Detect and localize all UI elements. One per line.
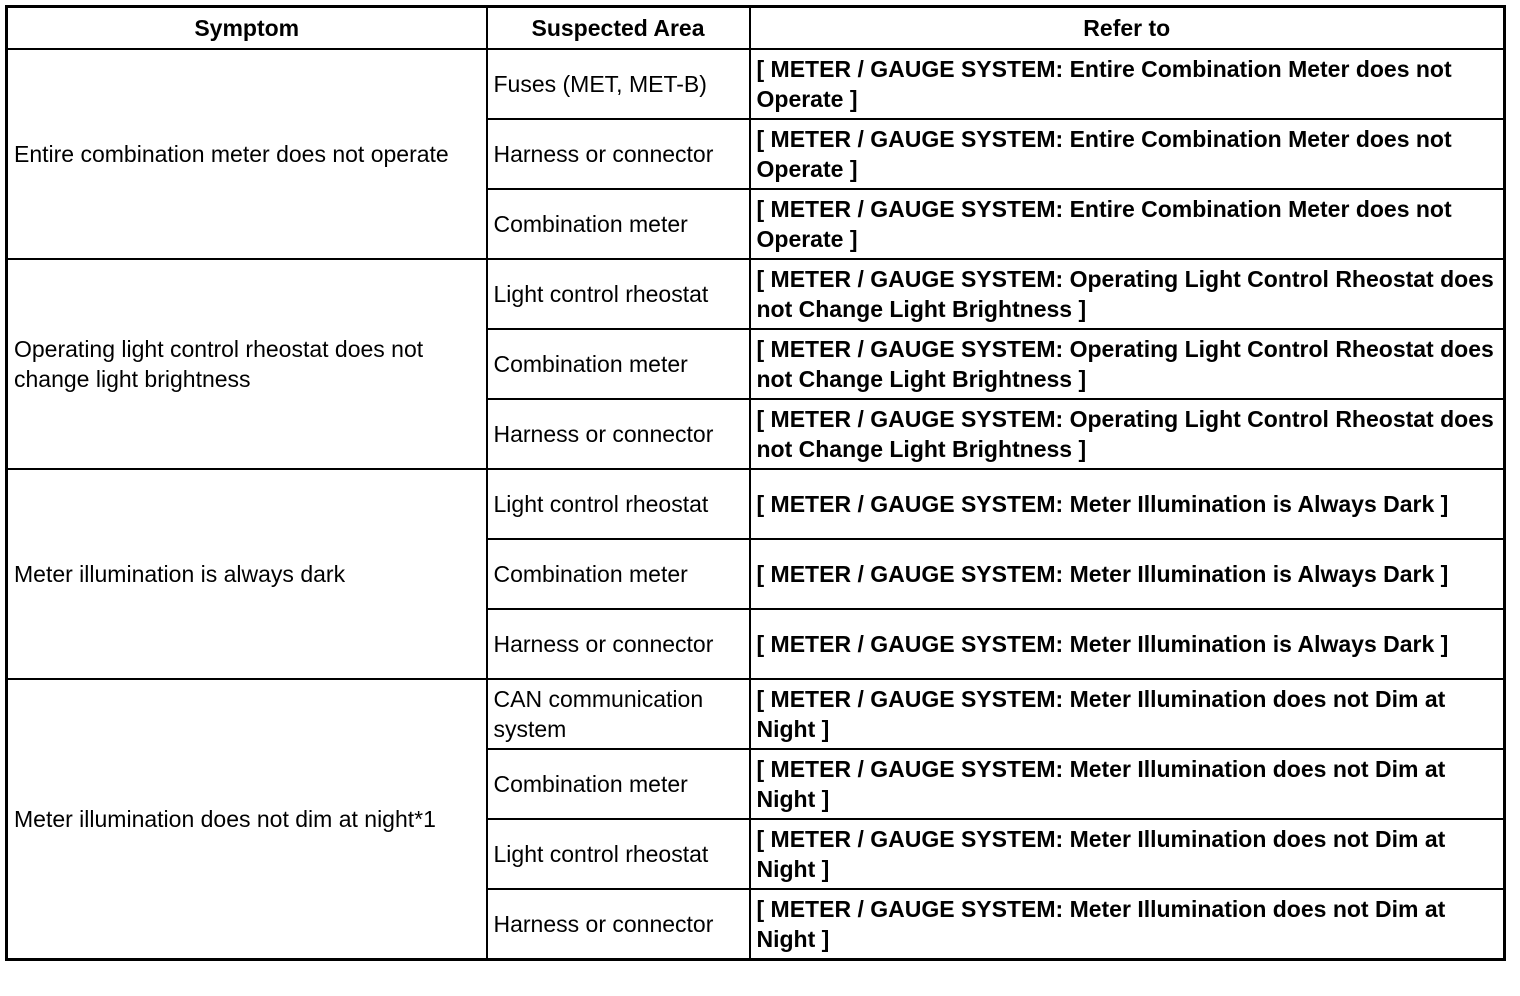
table-row [7,259,1505,329]
refer-to-link[interactable]: [ METER / GAUGE SYSTEM: Operating Light Control Rheostat does not Change Light Brightness ] [750,399,1505,469]
suspected-area-cell: Harness or connector [487,609,750,679]
table-row [7,469,1505,539]
suspected-area-cell: Harness or connector [487,399,750,469]
header-refer-to: Refer to [750,7,1505,50]
suspected-area-cell: Light control rheostat [487,819,750,889]
suspected-area-cell: CAN communication system [487,679,750,749]
suspected-area-cell: Combination meter [487,539,750,609]
symptom-cell: Operating light control rheostat does not change light brightness [7,259,487,469]
refer-to-link[interactable]: [ METER / GAUGE SYSTEM: Entire Combination Meter does not Operate ] [750,189,1505,259]
header-suspected-area: Suspected Area [487,7,750,50]
refer-to-link[interactable]: [ METER / GAUGE SYSTEM: Meter Illumination does not Dim at Night ] [750,889,1505,960]
refer-to-link[interactable]: [ METER / GAUGE SYSTEM: Entire Combination Meter does not Operate ] [750,119,1505,189]
symptom-cell: Meter illumination is always dark [7,469,487,679]
refer-to-link[interactable]: [ METER / GAUGE SYSTEM: Meter Illumination is Always Dark ] [750,469,1505,539]
symptom-diagnosis-table [5,5,1506,961]
suspected-area-cell: Light control rheostat [487,259,750,329]
refer-to-link[interactable]: [ METER / GAUGE SYSTEM: Meter Illumination does not Dim at Night ] [750,819,1505,889]
refer-to-link[interactable]: [ METER / GAUGE SYSTEM: Meter Illumination does not Dim at Night ] [750,749,1505,819]
symptom-cell: Entire combination meter does not operate [7,49,487,259]
refer-to-link[interactable]: [ METER / GAUGE SYSTEM: Meter Illumination does not Dim at Night ] [750,679,1505,749]
suspected-area-cell: Combination meter [487,189,750,259]
table-header-row [7,7,1505,50]
suspected-area-cell: Combination meter [487,749,750,819]
suspected-area-cell: Harness or connector [487,119,750,189]
table-row [7,49,1505,119]
diagnosis-table-container [5,5,1506,961]
refer-to-link[interactable]: [ METER / GAUGE SYSTEM: Entire Combination Meter does not Operate ] [750,49,1505,119]
suspected-area-cell: Harness or connector [487,889,750,960]
table-row [7,679,1505,749]
suspected-area-cell: Light control rheostat [487,469,750,539]
symptom-cell: Meter illumination does not dim at night*1 [7,679,487,960]
refer-to-link[interactable]: [ METER / GAUGE SYSTEM: Meter Illumination is Always Dark ] [750,609,1505,679]
suspected-area-cell: Fuses (MET, MET-B) [487,49,750,119]
refer-to-link[interactable]: [ METER / GAUGE SYSTEM: Operating Light Control Rheostat does not Change Light Brightness ] [750,329,1505,399]
suspected-area-cell: Combination meter [487,329,750,399]
header-symptom: Symptom [7,7,487,50]
refer-to-link[interactable]: [ METER / GAUGE SYSTEM: Meter Illumination is Always Dark ] [750,539,1505,609]
refer-to-link[interactable]: [ METER / GAUGE SYSTEM: Operating Light Control Rheostat does not Change Light Brightness ] [750,259,1505,329]
